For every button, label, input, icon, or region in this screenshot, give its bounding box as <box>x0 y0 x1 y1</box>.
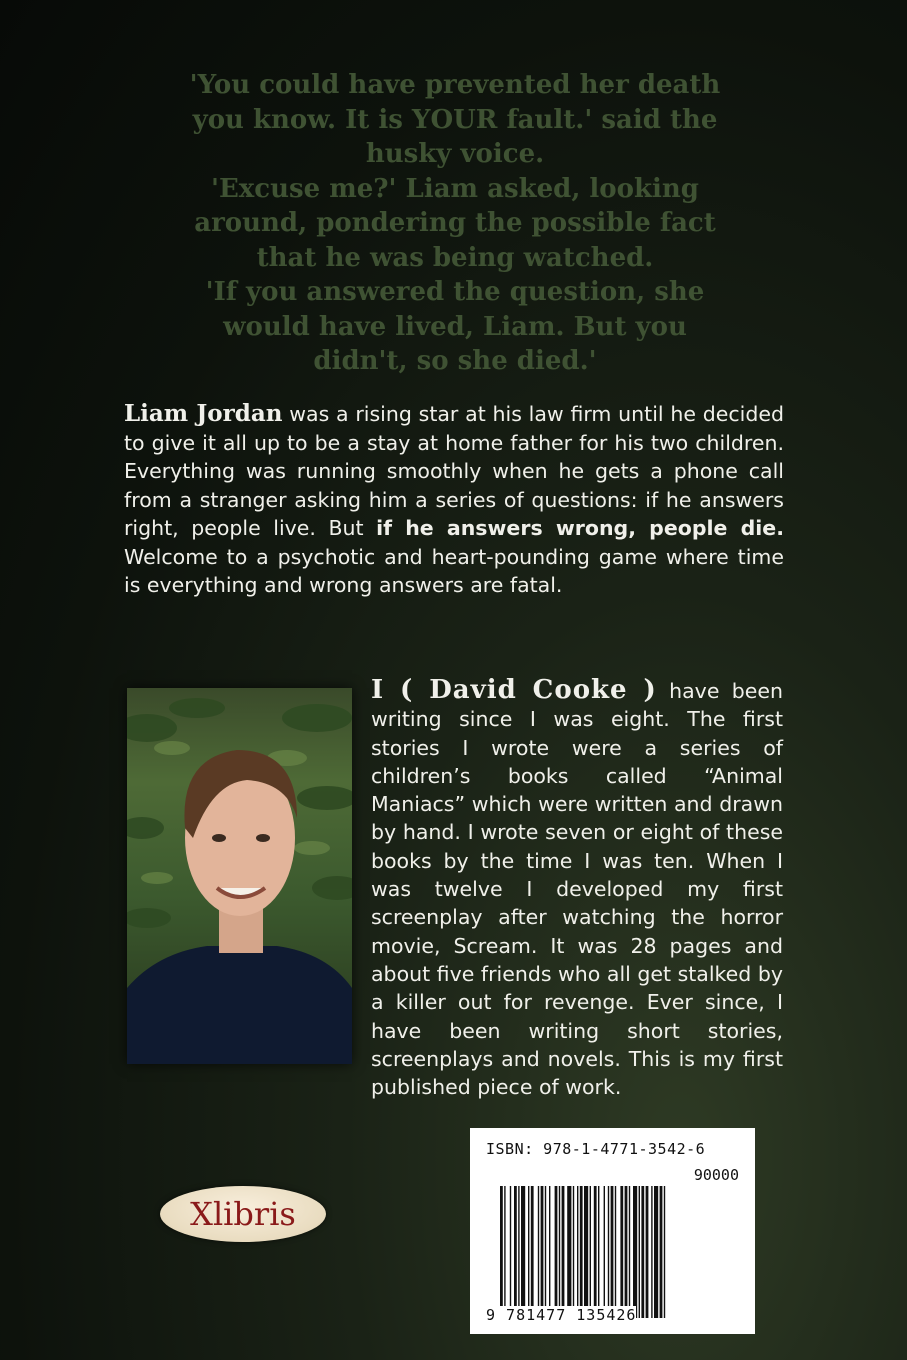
isbn-label: ISBN: 978-1-4771-3542-6 <box>486 1140 706 1158</box>
quote-line: that he was being watched. <box>256 242 654 273</box>
barcode-icon <box>500 1186 726 1318</box>
quote-line: would have lived, Liam. But you <box>223 311 687 342</box>
quote-line: didn't, so she died.' <box>313 346 597 376</box>
quote-line: you know. It is YOUR fault.' said the <box>192 104 718 135</box>
blurb-text: was a rising star at his law firm until he decided to give it all up to be a stay at home father for his two children. Everything was running smoothly when he gets a phone call from a stranger asking him a series of questions: if he answers right, people live. But <box>124 402 784 540</box>
blurb-text-end: Welcome to a psychotic and heart-pounding game where time is everything and wrong answers are fatal. <box>124 544 784 597</box>
quote-line: 'If you answered the question, she <box>205 277 705 307</box>
price-addon-code: 90000 <box>693 1166 739 1184</box>
author-photo <box>127 688 352 1064</box>
quote-line: 'You could have prevented her death <box>189 70 721 100</box>
author-name: I ( David Cooke ) <box>371 675 657 705</box>
ean-number: 9 781477 135426 <box>486 1306 637 1324</box>
book-blurb <box>124 400 784 600</box>
quote-line: 'Excuse me?' Liam asked, looking <box>211 173 699 204</box>
teaser-quote <box>120 68 790 379</box>
quote-line: husky voice. <box>365 139 545 169</box>
protagonist-name: Liam Jordan <box>124 400 283 427</box>
blurb-emphasis: if he answers wrong, people die. <box>376 516 784 540</box>
barcode-panel <box>470 1128 755 1334</box>
publisher-logo <box>160 1186 326 1242</box>
publisher-logo-text: Xlibris <box>190 1195 296 1233</box>
author-bio <box>371 676 783 1101</box>
quote-line: around, pondering the possible fact <box>194 208 716 238</box>
bio-text: have been writing since I was eight. The first stories I wrote were a series of children’s books called “Animal Maniacs” which were written and drawn by hand. I wrote seven or eight of these books by the time I was ten. When I was twelve I developed my first screenplay after watching the horror movie, Scream. It was 28 pages and about five friends who all get stalked by a killer out for revenge. Ever since, I have been writing short stories, screenplays and novels. This is my first published piece of work. <box>371 679 783 1100</box>
